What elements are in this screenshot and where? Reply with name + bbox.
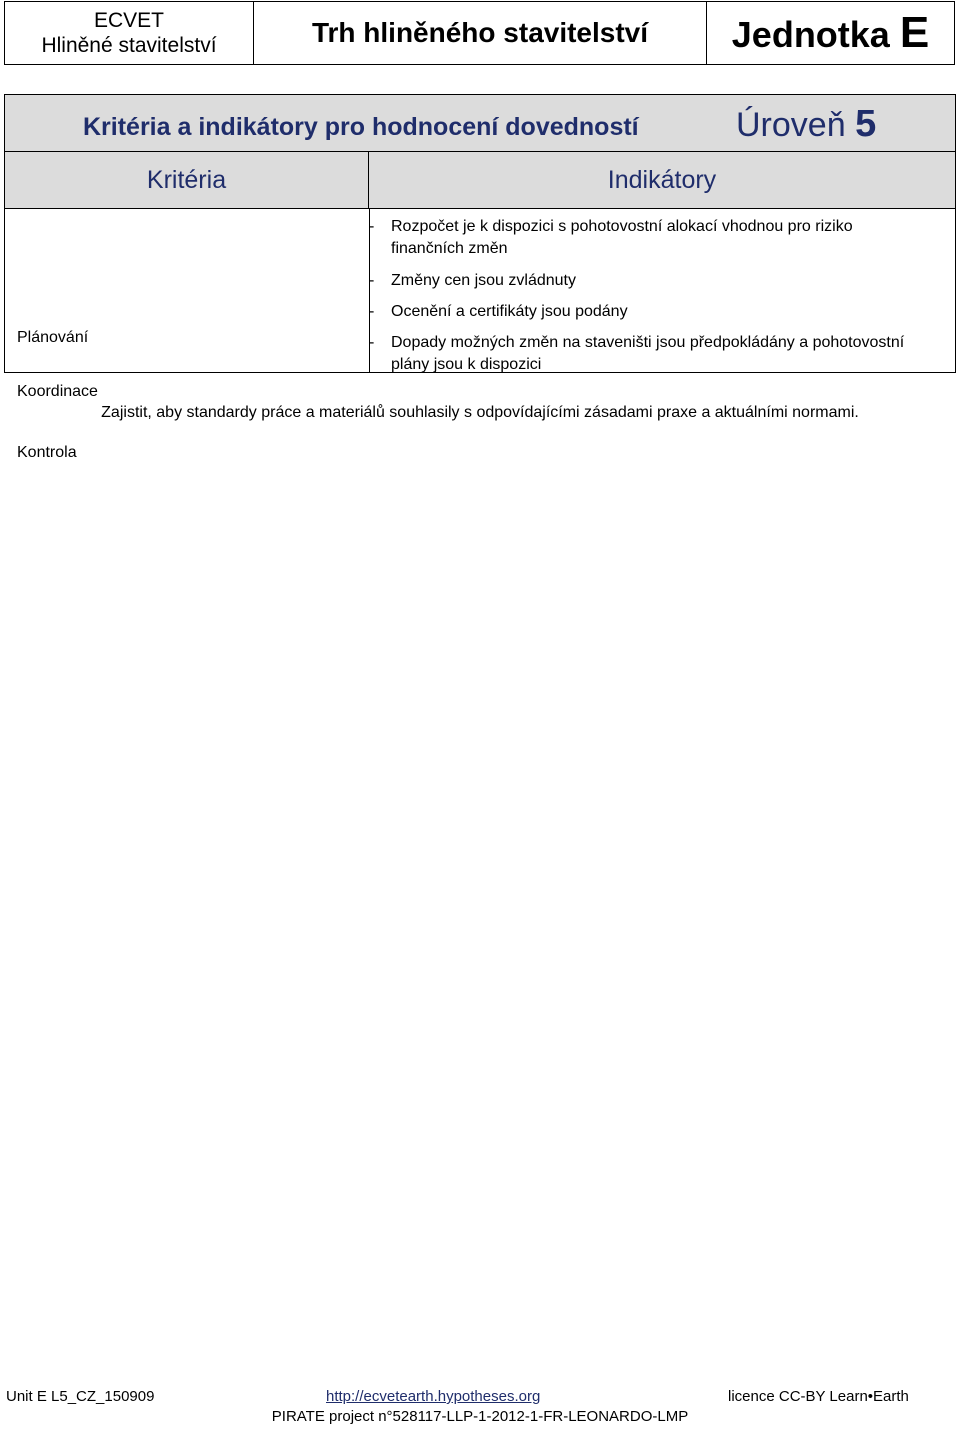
bullet-dash: - [369, 334, 375, 351]
criterion-control: Kontrola [17, 444, 77, 461]
header-subject: Hliněné stavitelství [41, 34, 217, 57]
document-header [4, 1, 955, 65]
indicator-text: Ocenění a certifikáty jsou podány [391, 303, 628, 320]
indicator-text: Změny cen jsou zvládnuty [391, 272, 576, 289]
header-unit-word: Jednotka [731, 14, 890, 55]
standards-note: Zajistit, aby standardy práce a materiálů souhlasily s odpovídajícími zásadami praxe a aktuálními normami. [101, 404, 859, 421]
table-title: Kritéria a indikátory pro hodnocení dovedností [83, 113, 639, 141]
column-header-indicators: Indikátory [607, 165, 717, 194]
bullet-dash: - [369, 272, 375, 289]
header-unit [707, 2, 954, 64]
footer-project: PIRATE project n°528117-LLP-1-2012-1-FR-LEONARDO-LMP [271, 1408, 689, 1425]
indicator-line: Dopady možných změn na staveništi jsou předpokládány a pohotovostní [391, 334, 905, 351]
table-header-row [5, 152, 955, 209]
header-program [5, 2, 254, 64]
indicator-line: plány jsou k dispozici [391, 356, 542, 373]
header-unit-letter: E [899, 8, 930, 57]
footer-licence: licence CC-BY Learn•Earth [728, 1388, 909, 1405]
bullet-dash: - [369, 218, 375, 235]
footer-unit-code: Unit E L5_CZ_150909 [6, 1388, 155, 1405]
column-header-criteria: Kritéria [5, 152, 369, 208]
bullet-dash: - [369, 303, 375, 320]
footer-link[interactable]: http://ecvetearth.hypotheses.org [326, 1388, 541, 1405]
level-label [736, 103, 876, 146]
criterion-coordination: Koordinace [17, 383, 98, 400]
header-ecvet: ECVET [93, 9, 164, 32]
indicator-text [391, 216, 951, 260]
level-number: 5 [855, 103, 877, 145]
level-word: Úroveň [736, 106, 846, 144]
header-topic: Trh hliněného stavitelství [254, 2, 707, 64]
table-title-row [5, 95, 955, 152]
indicator-text [391, 332, 951, 376]
indicator-line: finančních změn [391, 240, 508, 257]
indicator-line: Rozpočet je k dispozici s pohotovostní alokací vhodnou pro riziko [391, 218, 853, 235]
criterion-planning: Plánování [17, 329, 89, 346]
